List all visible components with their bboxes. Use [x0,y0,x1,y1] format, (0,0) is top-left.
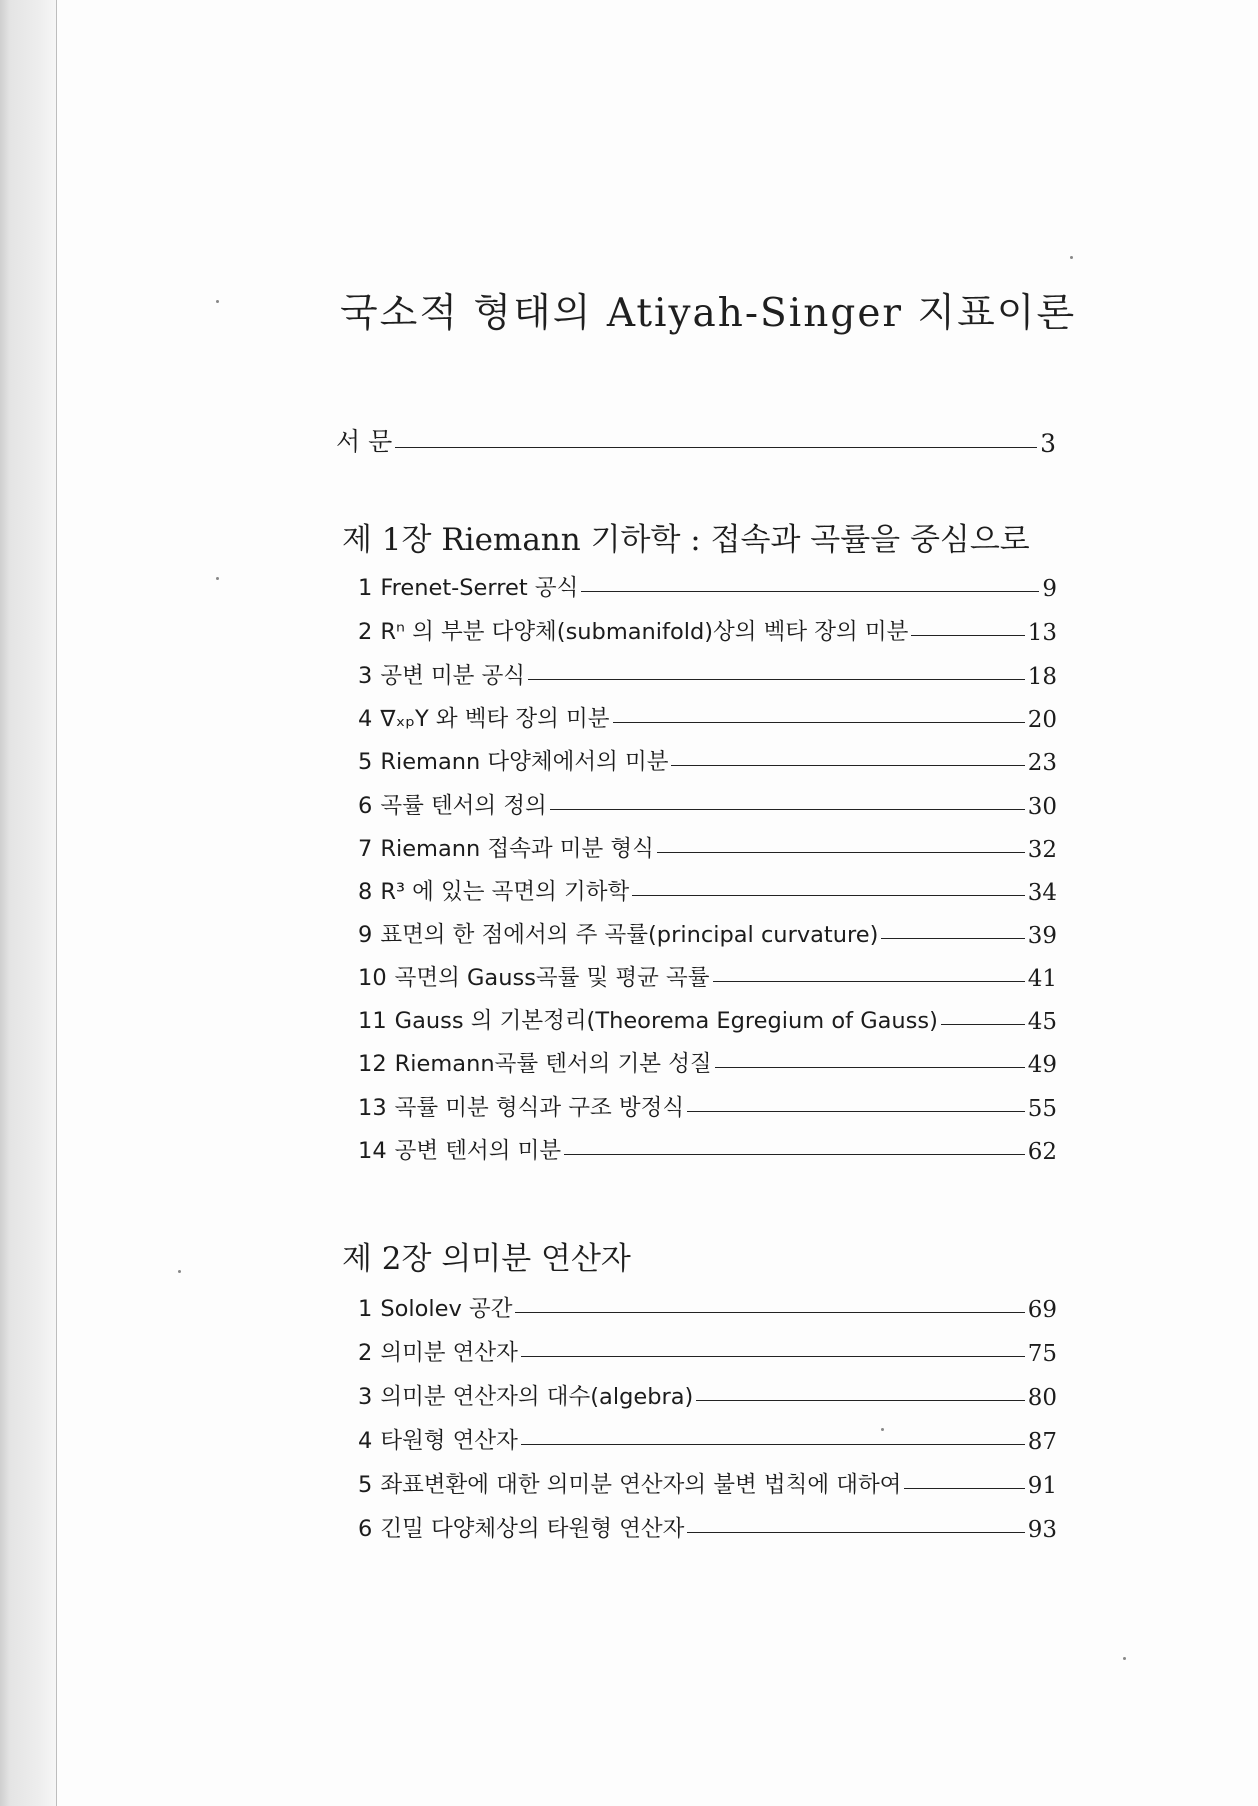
toc-entry-number: 5 [358,749,373,775]
toc-entry-page: 34 [1027,880,1057,906]
toc-entry-number: 1 [358,575,373,601]
toc-entry-label: Frenet-Serret 공식 [380,575,579,601]
leader-line [941,1024,1025,1025]
toc-entry-label: 의미분 연산자 [380,1340,518,1366]
toc-entry-label: Rⁿ 의 부분 다양체(submanifold)상의 벡타 장의 미분 [380,619,909,645]
leader-line [715,1067,1025,1068]
toc-entry-number: 6 [358,1516,373,1542]
toc-entry-page: 18 [1027,664,1057,690]
toc-entry-page: 13 [1027,620,1057,646]
toc-entry-label: 공변 텐서의 미분 [394,1138,562,1164]
leader-line [550,809,1025,810]
leader-line [521,1356,1025,1357]
toc-entry-page: 41 [1027,966,1057,992]
toc-entry-number: 6 [358,793,373,819]
toc-entry-label: 긴밀 다양체상의 타원형 연산자 [380,1516,685,1542]
leader-line [528,679,1025,680]
scan-speck [1123,1657,1126,1660]
toc-preface [336,424,1056,458]
toc-entry-label: 의미분 연산자의 대수(algebra) [380,1384,694,1410]
viewer-left-margin [0,0,56,1806]
toc-entry-number: 2 [358,619,373,645]
toc-entry-number: 13 [358,1095,387,1121]
toc-entry-number: 4 [358,706,373,732]
toc-entry-number: 3 [358,1384,373,1410]
toc-entry-label: R³ 에 있는 곡면의 기하학 [380,879,630,905]
toc-entry-label: Sololev 공간 [380,1296,513,1322]
leader-line [904,1488,1024,1489]
chapter-2-heading: 제 2장 의미분 연산자 [342,1241,631,1277]
page-title: 국소적 형태의 Atiyah-Singer 지표이론 [340,291,1077,336]
toc-entry-label: 공변 미분 공식 [380,663,526,689]
toc-entry-page: 62 [1027,1139,1057,1165]
toc-entry-number: 7 [358,836,373,862]
toc-entry [358,958,1057,992]
toc-entry-label: 곡률 미분 형식과 구조 방정식 [394,1095,685,1121]
toc-entry [358,1044,1057,1078]
toc-entry-number: 1 [358,1296,373,1322]
toc-entry-number: 12 [358,1051,387,1077]
toc-entry-label: 표면의 한 점에서의 주 곡률(principal curvature) [380,922,879,948]
leader-line [687,1111,1025,1112]
toc-entry-number: 2 [358,1340,373,1366]
leader-line [696,1400,1024,1401]
leader-line [564,1154,1025,1155]
toc-preface-label: 서 문 [336,427,393,456]
toc-entry [358,1421,1057,1455]
toc-entry-label: 곡면의 Gauss곡률 및 평균 곡률 [394,965,710,991]
toc-entry-page: 55 [1027,1096,1057,1122]
toc-entry [358,568,1057,602]
toc-entry-label: 타원형 연산자 [380,1428,518,1454]
toc-entry-label: Gauss 의 기본정리(Theorema Egregium of Gauss) [394,1008,938,1034]
toc-entry-label: Riemann곡률 텐서의 기본 성질 [394,1051,712,1077]
toc-entry-page: 9 [1042,576,1057,602]
toc-entry-label: 곡률 텐서의 정의 [380,793,547,819]
toc-entry-page: 23 [1027,750,1057,776]
scan-speck [881,1428,884,1431]
toc-entry [358,1333,1057,1367]
toc-entry-page: 20 [1027,707,1057,733]
toc-entry-number: 4 [358,1428,373,1454]
toc-entry-page: 39 [1027,923,1057,949]
toc-entry-number: 10 [358,965,387,991]
toc-entry [358,1377,1057,1411]
toc-entry [358,1001,1057,1035]
chapter-1-heading: 제 1장 Riemann 기하학 : 접속과 곡률을 중심으로 [342,522,1030,558]
toc-entry-page: 87 [1027,1429,1057,1455]
toc-entry-page: 91 [1027,1473,1057,1499]
leader-line [881,938,1024,939]
toc-entry-page: 30 [1027,794,1057,820]
toc-entry [358,872,1057,906]
leader-line [911,635,1024,636]
leader-line [581,591,1039,592]
toc-preface-page: 3 [1040,429,1056,458]
leader-line [632,895,1025,896]
toc-entry-page: 49 [1027,1052,1057,1078]
leader-line [671,765,1024,766]
toc-entry-page: 45 [1027,1009,1057,1035]
toc-entry-number: 9 [358,922,373,948]
leader-line [687,1532,1024,1533]
toc-entry-label: ∇ₓₚY 와 벡타 장의 미분 [380,706,610,732]
leader-line [515,1312,1024,1313]
toc-entry [358,1088,1057,1122]
toc-entry-number: 8 [358,879,373,905]
toc-entry-number: 3 [358,663,373,689]
toc-entry [358,1131,1057,1165]
scan-speck [178,1270,181,1273]
toc-entry-page: 32 [1027,837,1057,863]
leader-line [657,852,1025,853]
toc-entry-label: Riemann 접속과 미분 형식 [380,836,654,862]
toc-entry [358,656,1057,690]
toc-entry [358,742,1057,776]
toc-entry-page: 93 [1027,1517,1057,1543]
toc-entry-number: 11 [358,1008,387,1034]
toc-entry [358,1465,1057,1499]
toc-entry [358,612,1057,646]
scan-speck [216,300,219,303]
toc-entry-label: 좌표변환에 대한 의미분 연산자의 불변 법칙에 대하여 [380,1472,902,1498]
toc-entry [358,786,1057,820]
leader-line [395,447,1037,448]
toc-entry-number: 5 [358,1472,373,1498]
toc-entry [358,829,1057,863]
toc-entry-label: Riemann 다양체에서의 미분 [380,749,669,775]
leader-line [713,981,1025,982]
toc-entry [358,1509,1057,1543]
scan-speck [216,577,219,580]
toc-entry [358,1289,1057,1323]
toc-entry [358,915,1057,949]
leader-line [521,1444,1025,1445]
leader-line [613,722,1025,723]
toc-entry-number: 14 [358,1138,387,1164]
toc-entry-page: 69 [1027,1297,1057,1323]
scan-speck [1070,256,1073,259]
toc-entry-page: 80 [1027,1385,1057,1411]
toc-entry-page: 75 [1027,1341,1057,1367]
toc-entry [358,699,1057,733]
